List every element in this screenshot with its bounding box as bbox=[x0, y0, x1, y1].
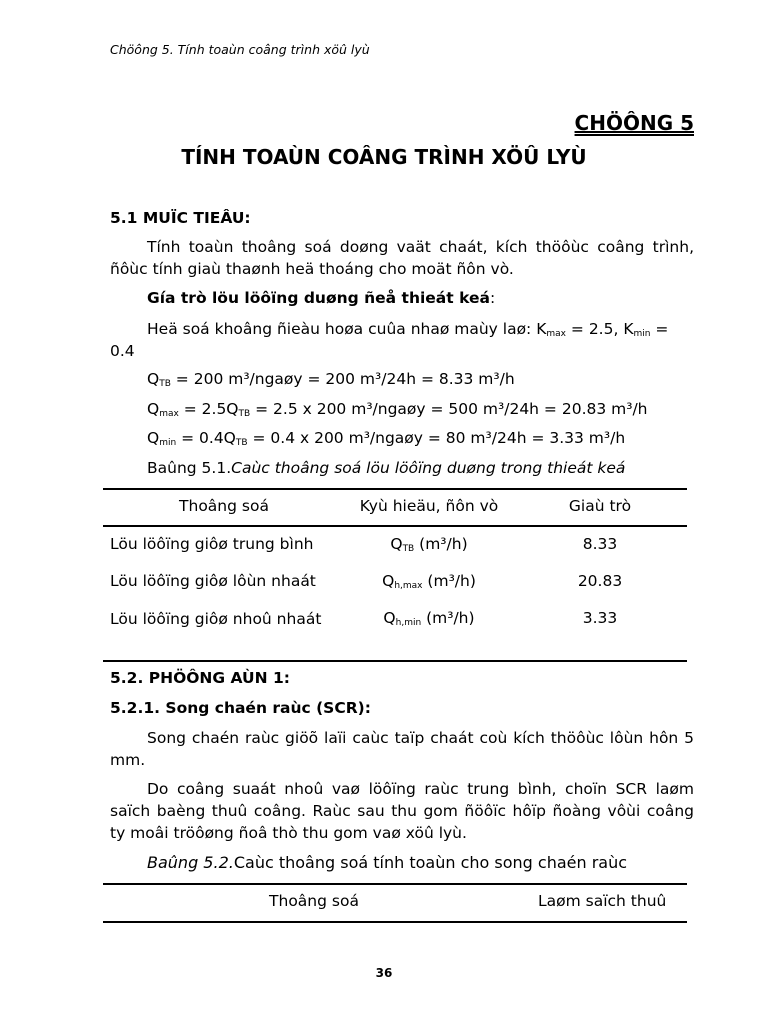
table-bottom-rule bbox=[103, 660, 687, 662]
table-row-param: Löu löôïng giôø lôùn nhaát bbox=[110, 572, 316, 590]
design-values-label: Gía trò löu löôïng duøng ñeå thieát keá bbox=[147, 289, 490, 307]
formula-q-max: $Q_{max} = 2.5Q_{TB} = 2.5$ x 200 m³/ngaøy = 500 m³/24h = 20.83 m³/h bbox=[147, 400, 648, 419]
chapter-number: CHÖÔNG 5 bbox=[574, 111, 694, 135]
section-heading-5-1: 5.1 MUÏC TIEÂU: bbox=[110, 209, 251, 227]
table-row-value: 3.33 bbox=[582, 609, 618, 627]
table-5-2-header-manual: Laøm saïch thuû bbox=[538, 892, 667, 910]
table-5-2-header-rule bbox=[103, 921, 687, 923]
table-5-2-top-rule bbox=[103, 883, 687, 885]
section-heading-5-2: 5.2. PHÖÔNG AÙN 1: bbox=[110, 669, 290, 687]
table-header-symbol: Kyù hieäu, ñôn vò bbox=[359, 497, 499, 515]
table-header-value: Giaù trò bbox=[568, 497, 632, 515]
table-top-rule bbox=[103, 488, 687, 490]
table-row-value: 8.33 bbox=[582, 535, 618, 553]
formula-q-tb: $Q_{TB} = 200$ m³/ngaøy = 200 m³/24h = 8.33 m³/h bbox=[147, 370, 515, 389]
table-row-value: 20.83 bbox=[577, 572, 623, 590]
design-values-colon: : bbox=[489, 289, 496, 307]
scr-paragraph-1: Song chaén raùc giöõ laïi caùc taïp chaát coù kích thöôùc lôùn hôn 5 mm. bbox=[110, 729, 694, 769]
intro-paragraph: Tính toaùn thoâng soá doøng vaät chaát, kích thöôùc coâng trình, ñôùc tính giaù thaønh heä thoáng cho moät ñôn vò. bbox=[110, 238, 694, 278]
table-5-1-caption: Baûng 5.1.Caùc thoâng soá löu löôïng duøng trong thieát keá bbox=[147, 459, 626, 477]
table-header-param: Thoâng soá bbox=[179, 497, 269, 515]
kmax-subscript: max bbox=[546, 329, 566, 339]
table-row-symbol: $Q_{TB}$ (m³/h) bbox=[390, 535, 468, 554]
formula-q-min: $Q_{min} = 0.4Q_{TB} = 0.4$ x 200 m³/ngaøy = 80 m³/24h = 3.33 m³/h bbox=[147, 429, 626, 448]
table-row-symbol: $Q_{h,min}$ (m³/h) bbox=[383, 609, 475, 628]
chapter-title: TÍNH TOAÙN COÂNG TRÌNH XÖÛ LYÙ bbox=[181, 145, 587, 169]
table-row-param: Löu löôïng giôø trung bình bbox=[110, 535, 314, 553]
kmin-subscript: min bbox=[633, 329, 651, 339]
table-row-param: Löu löôïng giôø nhoû nhaát bbox=[110, 610, 322, 628]
design-values-line bbox=[147, 289, 495, 307]
running-header: Chöông 5. Tính toaùn coâng trình xöû lyù bbox=[110, 42, 370, 57]
page-number: 36 bbox=[375, 966, 393, 980]
subsection-heading-5-2-1: 5.2.1. Song chaén raùc (SCR): bbox=[110, 699, 371, 717]
table-row-symbol: $Q_{h,max}$ (m³/h) bbox=[382, 572, 476, 591]
scr-paragraph-2: Do coâng suaát nhoû vaø löôïng raùc trung bình, choïn SCR laøm saïch baèng thuû coâng. Raùc sau thu gom ñöôïc hôïp ñoàng vôùi coâng ty moâi tröôøng ñoâ thò thu gom vaø xöû lyù. bbox=[110, 780, 694, 842]
coefficient-paragraph: Heä soá khoâng ñieàu hoøa cuûa nhaø maùy laø: $K_{max} = 2.5$, $K_{min} = 0.4$ bbox=[110, 320, 669, 360]
table-header-rule bbox=[103, 525, 687, 527]
table-5-2-caption: Baûng 5.2.Caùc thoâng soá tính toaùn cho song chaén raùc bbox=[147, 853, 628, 872]
table-5-2-header-param: Thoâng soá bbox=[269, 892, 359, 910]
